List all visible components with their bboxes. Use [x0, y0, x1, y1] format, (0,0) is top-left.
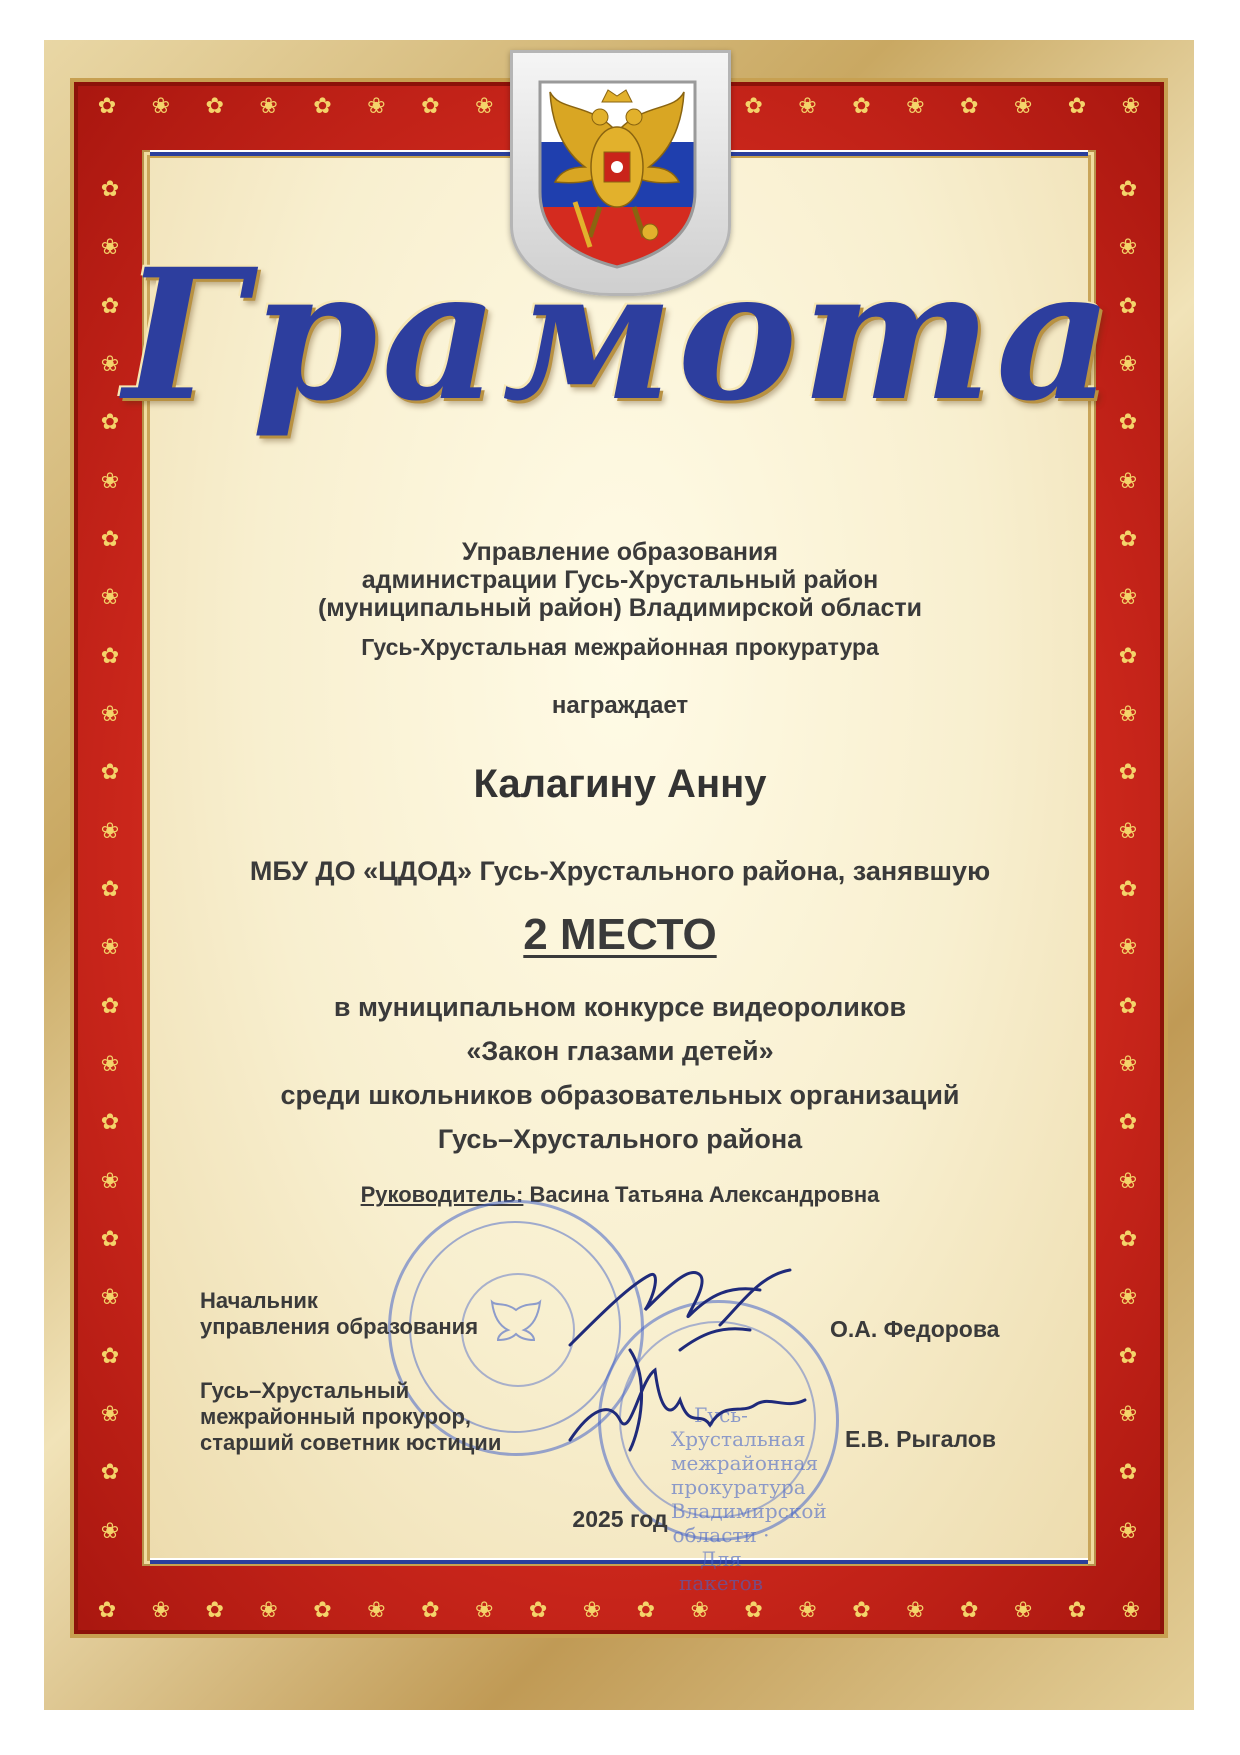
place-award: 2 МЕСТО [523, 910, 717, 959]
contest-line-1: в муниципальном конкурсе видеороликов [333, 992, 907, 1022]
stamp-center-text: Гусь-Хрустальная межрайонная прокуратура Владимирской области · Для пакетов [671, 1403, 827, 1595]
signatory-2-position-line-1: Гусь–Хрустальный [200, 1378, 410, 1403]
frame-flowers-left: ✿ ❀ ✿ ❀ ✿ ❀ ✿ ❀ ✿ ❀ ✿ ❀ ✿ ❀ ✿ ❀ ✿ ❀ ✿ ❀ ✿ ❀ ✿ ❀ [100, 176, 120, 1543]
co-issuer: Гусь-Хрустальная межрайонная прокуратура [361, 634, 879, 660]
frame-flowers-right: ✿ ❀ ✿ ❀ ✿ ❀ ✿ ❀ ✿ ❀ ✿ ❀ ✿ ❀ ✿ ❀ ✿ ❀ ✿ ❀ ✿ ❀ ✿ ❀ [1118, 176, 1138, 1543]
contest-line-2: «Закон глазами детей» [466, 1036, 774, 1066]
contest-line-4: Гусь–Хрустального района [437, 1124, 803, 1154]
issuer-line-2: администрации Гусь-Хрустальный район [361, 566, 879, 594]
supervisor-line [0, 1182, 1240, 1208]
tricolor-stripe-bottom [150, 1558, 1088, 1566]
supervisor-name: Васина Татьяна Александровна [529, 1182, 880, 1207]
recipient-name: Калагину Анну [473, 762, 767, 806]
recipient-organization: МБУ ДО «ЦДОД» Гусь-Хрустального района, занявшую [249, 856, 991, 886]
certificate-title: Грамота [123, 230, 1117, 441]
place-wrapper [0, 910, 1240, 960]
frame-flowers-bottom: ✿ ❀ ✿ ❀ ✿ ❀ ✿ ❀ ✿ ❀ ✿ ❀ ✿ ❀ ✿ ❀ ✿ ❀ ✿ ❀ [97, 1597, 1141, 1622]
signature-rygalov-icon [560, 1340, 820, 1460]
signatory-1-position-line-1: Начальник [200, 1288, 318, 1313]
awards-verb: награждает [551, 692, 689, 719]
contest-line-3: среди школьников образовательных организаций [280, 1080, 960, 1110]
signatory-2-position-line-3: старший советник юстиции [200, 1430, 502, 1455]
issue-year: 2025 год [572, 1506, 668, 1532]
signatory-1-name: О.А. Федорова [830, 1316, 1000, 1342]
issuer-line-1: Управление образования [462, 538, 778, 566]
signatory-2-name: Е.В. Рыгалов [845, 1426, 996, 1452]
issuer-line-3: (муниципальный район) Владимирской области [317, 594, 923, 622]
frame-flowers-top: ✿ ❀ ✿ ❀ ✿ ❀ ✿ ❀ ✿ ❀ ✿ ❀ ✿ ❀ ✿ ❀ [97, 93, 1141, 118]
stamp-eagle-icon [486, 1298, 546, 1358]
signatory-2-position-line-2: межрайонный прокурор, [200, 1404, 472, 1429]
signatory-1-position-line-2: управления образования [200, 1314, 479, 1339]
supervisor-label: Руководитель: [360, 1182, 524, 1207]
